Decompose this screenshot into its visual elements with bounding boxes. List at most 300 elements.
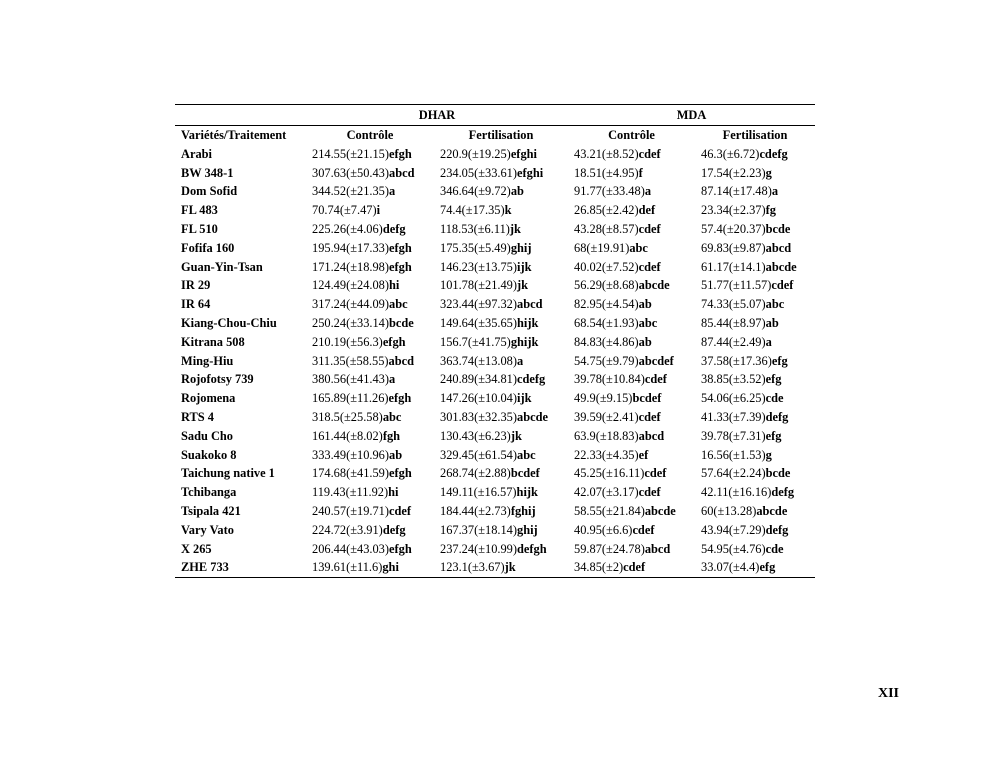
significance-group: abcdef bbox=[638, 353, 674, 368]
cell-dhar-control bbox=[306, 145, 434, 164]
table-row bbox=[175, 182, 815, 201]
cell-dhar-control bbox=[306, 540, 434, 559]
cell-value: 130.43(±6.23) bbox=[440, 428, 511, 443]
column-header-dhar-fertilisation: Fertilisation bbox=[468, 128, 534, 142]
cell-value: 240.89(±34.81) bbox=[440, 372, 518, 387]
table-row bbox=[175, 220, 815, 239]
variety-name: Guan-Yin-Tsan bbox=[181, 259, 263, 274]
cell-mda-fertilisation bbox=[695, 164, 815, 183]
significance-group: ef bbox=[638, 447, 649, 462]
cell-value: 40.95(±6.6) bbox=[574, 522, 633, 537]
significance-group: a bbox=[517, 353, 524, 368]
significance-group: i bbox=[376, 203, 381, 218]
variety-name: Vary Vato bbox=[181, 522, 234, 537]
cell-mda-control bbox=[568, 483, 695, 502]
cell-mda-control bbox=[568, 145, 695, 164]
group-header-dhar: DHAR bbox=[306, 105, 568, 126]
cell-value: 346.64(±9.72) bbox=[440, 184, 511, 199]
cell-mda-fertilisation bbox=[695, 182, 815, 201]
significance-group: f bbox=[638, 165, 643, 180]
cell-mda-control bbox=[568, 389, 695, 408]
cell-value: 43.94(±7.29) bbox=[701, 522, 766, 537]
cell-mda-control bbox=[568, 258, 695, 277]
cell-mda-fertilisation bbox=[695, 314, 815, 333]
significance-group: cdefg bbox=[759, 146, 788, 161]
table-row bbox=[175, 295, 815, 314]
cell-mda-fertilisation bbox=[695, 239, 815, 258]
significance-group: cdef bbox=[638, 221, 661, 236]
cell-dhar-fertilisation bbox=[434, 446, 568, 465]
cell-mda-fertilisation bbox=[695, 464, 815, 483]
cell-value: 37.58(±17.36) bbox=[701, 353, 772, 368]
cell-value: 161.44(±8.02) bbox=[312, 428, 383, 443]
cell-value: 195.94(±17.33) bbox=[312, 240, 390, 255]
significance-group: jk bbox=[510, 428, 522, 443]
cell-value: 68.54(±1.93) bbox=[574, 315, 639, 330]
cell-value: 101.78(±21.49) bbox=[440, 278, 518, 293]
significance-group: efghi bbox=[510, 146, 537, 161]
cell-mda-fertilisation bbox=[695, 295, 815, 314]
significance-group: jk bbox=[517, 278, 529, 293]
cell-value: 165.89(±11.26) bbox=[312, 391, 389, 406]
cell-dhar-fertilisation bbox=[434, 502, 568, 521]
table-row bbox=[175, 464, 815, 483]
significance-group: ghi bbox=[382, 560, 399, 575]
variety-name: Fofifa 160 bbox=[181, 240, 235, 255]
significance-group: bcde bbox=[765, 466, 791, 481]
cell-value: 59.87(±24.78) bbox=[574, 541, 645, 556]
significance-group: hijk bbox=[516, 485, 538, 500]
significance-group: ghij bbox=[510, 240, 532, 255]
cell-value: 91.77(±33.48) bbox=[574, 184, 645, 199]
cell-mda-control bbox=[568, 540, 695, 559]
cell-mda-fertilisation bbox=[695, 389, 815, 408]
cell-value: 214.55(±21.15) bbox=[312, 146, 390, 161]
significance-group: abc bbox=[382, 409, 402, 424]
variety-name: Rojomena bbox=[181, 391, 236, 406]
cell-value: 40.02(±7.52) bbox=[574, 259, 639, 274]
cell-value: 167.37(±18.14) bbox=[440, 522, 518, 537]
cell-dhar-control bbox=[306, 220, 434, 239]
cell-value: 70.74(±7.47) bbox=[312, 203, 377, 218]
cell-dhar-control bbox=[306, 558, 434, 577]
table-row bbox=[175, 258, 815, 277]
significance-group: defg bbox=[765, 409, 789, 424]
cell-value: 118.53(±6.11) bbox=[440, 221, 510, 236]
cell-value: 43.21(±8.52) bbox=[574, 146, 639, 161]
significance-group: hi bbox=[388, 485, 399, 500]
cell-value: 23.34(±2.37) bbox=[701, 203, 766, 218]
cell-mda-control bbox=[568, 370, 695, 389]
cell-dhar-fertilisation bbox=[434, 182, 568, 201]
cell-mda-fertilisation bbox=[695, 558, 815, 577]
significance-group: abcde bbox=[765, 259, 797, 274]
cell-dhar-fertilisation bbox=[434, 558, 568, 577]
cell-value: 119.43(±11.92) bbox=[312, 485, 389, 500]
significance-group: cdef bbox=[771, 278, 794, 293]
significance-group: efgh bbox=[389, 541, 412, 556]
cell-dhar-control bbox=[306, 201, 434, 220]
cell-mda-control bbox=[568, 408, 695, 427]
table-row bbox=[175, 540, 815, 559]
cell-value: 301.83(±32.35) bbox=[440, 409, 518, 424]
cell-mda-fertilisation bbox=[695, 408, 815, 427]
significance-group: cdefg bbox=[517, 372, 546, 387]
variety-name: Tsipala 421 bbox=[181, 503, 241, 518]
cell-value: 26.85(±2.42) bbox=[574, 203, 639, 218]
significance-group: efghi bbox=[517, 165, 544, 180]
table-row bbox=[175, 446, 815, 465]
significance-group: hi bbox=[389, 278, 400, 293]
cell-dhar-control bbox=[306, 333, 434, 352]
significance-group: cdef bbox=[638, 485, 661, 500]
cell-dhar-fertilisation bbox=[434, 540, 568, 559]
cell-dhar-control bbox=[306, 182, 434, 201]
significance-group: ghij bbox=[517, 522, 538, 537]
cell-dhar-fertilisation bbox=[434, 408, 568, 427]
table-row bbox=[175, 164, 815, 183]
cell-mda-control bbox=[568, 521, 695, 540]
cell-value: 317.24(±44.09) bbox=[312, 297, 390, 312]
significance-group: cdef bbox=[644, 372, 667, 387]
cell-value: 85.44(±8.97) bbox=[701, 315, 766, 330]
cell-value: 363.74(±13.08) bbox=[440, 353, 518, 368]
cell-dhar-fertilisation bbox=[434, 521, 568, 540]
column-header-variety: Variétés/Traitement bbox=[181, 128, 287, 142]
cell-dhar-control bbox=[306, 164, 434, 183]
cell-mda-control bbox=[568, 295, 695, 314]
variety-name: ZHE 733 bbox=[175, 558, 306, 577]
cell-mda-fertilisation bbox=[695, 220, 815, 239]
variety-name: Kitrana 508 bbox=[181, 334, 245, 349]
variety-name: Arabi bbox=[181, 146, 212, 161]
variety-name: Ming-Hiu bbox=[181, 353, 234, 368]
cell-value: 46.3(±6.72) bbox=[701, 146, 760, 161]
significance-group: ijk bbox=[517, 259, 532, 274]
significance-group: ab bbox=[638, 334, 652, 349]
column-header-row bbox=[175, 126, 815, 145]
variety-name: RTS 4 bbox=[181, 409, 214, 424]
cell-mda-control bbox=[568, 182, 695, 201]
significance-group: hijk bbox=[517, 315, 539, 330]
column-header-mda-fertilisation: Fertilisation bbox=[722, 128, 788, 142]
significance-group: cdef bbox=[623, 560, 646, 575]
cell-value: 171.24(±18.98) bbox=[312, 259, 390, 274]
cell-value: 17.54(±2.23) bbox=[701, 165, 766, 180]
cell-dhar-control bbox=[306, 483, 434, 502]
cell-mda-fertilisation bbox=[695, 370, 815, 389]
cell-value: 22.33(±4.35) bbox=[574, 447, 639, 462]
cell-value: 250.24(±33.14) bbox=[312, 315, 390, 330]
table-row bbox=[175, 483, 815, 502]
page-number: XII bbox=[878, 686, 900, 701]
cell-value: 210.19(±56.3) bbox=[312, 334, 383, 349]
cell-dhar-control bbox=[306, 446, 434, 465]
significance-group: jk bbox=[504, 560, 516, 575]
significance-group: a bbox=[389, 372, 396, 387]
cell-mda-fertilisation bbox=[695, 201, 815, 220]
cell-value: 74.33(±5.07) bbox=[701, 297, 766, 312]
cell-mda-control bbox=[568, 427, 695, 446]
variety-name: FL 483 bbox=[181, 203, 218, 218]
significance-group: abcd bbox=[389, 165, 415, 180]
variety-name: IR 64 bbox=[181, 297, 211, 312]
significance-group: abcde bbox=[756, 503, 788, 518]
cell-dhar-fertilisation bbox=[434, 295, 568, 314]
cell-mda-control bbox=[568, 239, 695, 258]
significance-group: cde bbox=[765, 391, 784, 406]
cell-dhar-control bbox=[306, 370, 434, 389]
significance-group: fghij bbox=[510, 503, 536, 518]
cell-dhar-control bbox=[306, 295, 434, 314]
significance-group: abcd bbox=[644, 541, 671, 556]
significance-group: cdef bbox=[638, 146, 661, 161]
cell-value: 307.63(±50.43) bbox=[312, 165, 390, 180]
significance-group: cdef bbox=[644, 466, 667, 481]
cell-mda-fertilisation bbox=[695, 540, 815, 559]
cell-dhar-fertilisation bbox=[434, 145, 568, 164]
group-header-mda: MDA bbox=[568, 105, 815, 126]
variety-name: FL 510 bbox=[181, 221, 218, 236]
cell-value: 206.44(±43.03) bbox=[312, 541, 390, 556]
significance-group: g bbox=[765, 447, 772, 462]
cell-dhar-fertilisation bbox=[434, 276, 568, 295]
cell-mda-fertilisation bbox=[695, 333, 815, 352]
cell-value: 220.9(±19.25) bbox=[440, 146, 511, 161]
significance-group: efg bbox=[765, 428, 782, 443]
significance-group: abcd bbox=[517, 297, 543, 312]
table-row bbox=[175, 352, 815, 371]
cell-value: 42.11(±16.16) bbox=[701, 485, 772, 500]
cell-dhar-control bbox=[306, 314, 434, 333]
cell-value: 39.59(±2.41) bbox=[574, 409, 639, 424]
cell-mda-control bbox=[568, 352, 695, 371]
significance-group: efgh bbox=[382, 334, 406, 349]
significance-group: defg bbox=[765, 522, 789, 537]
cell-dhar-fertilisation bbox=[434, 333, 568, 352]
cell-dhar-control bbox=[306, 521, 434, 540]
cell-value: 33.07(±4.4) bbox=[701, 560, 760, 575]
significance-group: fgh bbox=[382, 428, 401, 443]
cell-value: 60(±13.28) bbox=[701, 503, 757, 518]
cell-value: 16.56(±1.53) bbox=[701, 447, 766, 462]
significance-group: ab bbox=[389, 447, 403, 462]
cell-mda-fertilisation bbox=[695, 446, 815, 465]
significance-group: fg bbox=[765, 203, 776, 218]
significance-group: bcde bbox=[765, 221, 791, 236]
significance-group: efg bbox=[771, 353, 788, 368]
cell-value: 84.83(±4.86) bbox=[574, 334, 639, 349]
significance-group: defg bbox=[382, 221, 406, 236]
variety-name: Kiang-Chou-Chiu bbox=[181, 315, 277, 330]
cell-dhar-fertilisation bbox=[434, 220, 568, 239]
significance-group: abcde bbox=[517, 409, 548, 424]
significance-group: k bbox=[504, 203, 512, 218]
cell-value: 344.52(±21.35) bbox=[312, 184, 390, 199]
cell-value: 39.78(±10.84) bbox=[574, 372, 645, 387]
significance-group: a bbox=[389, 184, 396, 199]
cell-value: 43.28(±8.57) bbox=[574, 221, 639, 236]
cell-value: 174.68(±41.59) bbox=[312, 466, 390, 481]
cell-value: 63.9(±18.83) bbox=[574, 428, 639, 443]
cell-dhar-fertilisation bbox=[434, 464, 568, 483]
cell-mda-control bbox=[568, 201, 695, 220]
significance-group: abc bbox=[389, 297, 408, 312]
variety-name: BW 348-1 bbox=[181, 165, 234, 180]
variety-name: Sadu Cho bbox=[181, 428, 234, 443]
significance-group: ab bbox=[510, 184, 524, 199]
significance-group: efgh bbox=[389, 240, 412, 255]
cell-mda-fertilisation bbox=[695, 521, 815, 540]
cell-value: 333.49(±10.96) bbox=[312, 447, 390, 462]
significance-group: efgh bbox=[389, 259, 412, 274]
cell-value: 51.77(±11.57) bbox=[701, 278, 772, 293]
cell-dhar-control bbox=[306, 352, 434, 371]
column-header-dhar-control: Contrôle bbox=[346, 128, 394, 142]
significance-group: ab bbox=[638, 297, 652, 312]
column-header-mda-control: Contrôle bbox=[608, 128, 655, 142]
cell-value: 318.5(±25.58) bbox=[312, 409, 383, 424]
cell-dhar-control bbox=[306, 276, 434, 295]
significance-group: ghijk bbox=[510, 334, 539, 349]
cell-dhar-control bbox=[306, 502, 434, 521]
significance-group: defg bbox=[382, 522, 406, 537]
cell-value: 156.7(±41.75) bbox=[440, 334, 511, 349]
cell-value: 49.9(±9.15) bbox=[574, 391, 633, 406]
cell-value: 61.17(±14.1) bbox=[701, 259, 766, 274]
significance-group: bcdef bbox=[510, 466, 540, 481]
significance-group: abcde bbox=[638, 278, 670, 293]
variety-name: Dom Sofid bbox=[181, 184, 238, 199]
significance-group: a bbox=[771, 184, 779, 199]
significance-group: jk bbox=[509, 221, 521, 236]
cell-dhar-fertilisation bbox=[434, 352, 568, 371]
table-row bbox=[175, 314, 815, 333]
table-row bbox=[175, 370, 815, 389]
cell-value: 69.83(±9.87) bbox=[701, 240, 766, 255]
significance-group: bcde bbox=[389, 315, 414, 330]
cell-dhar-control bbox=[306, 408, 434, 427]
cell-value: 74.4(±17.35) bbox=[440, 203, 505, 218]
cell-value: 329.45(±61.54) bbox=[440, 447, 518, 462]
group-header-row bbox=[175, 105, 815, 126]
cell-dhar-fertilisation bbox=[434, 258, 568, 277]
cell-mda-fertilisation bbox=[695, 352, 815, 371]
table-row bbox=[175, 333, 815, 352]
cell-dhar-fertilisation bbox=[434, 370, 568, 389]
cell-value: 38.85(±3.52) bbox=[701, 372, 766, 387]
table-row bbox=[175, 502, 815, 521]
cell-value: 54.95(±4.76) bbox=[701, 541, 766, 556]
cell-value: 149.64(±35.65) bbox=[440, 315, 518, 330]
significance-group: abcd bbox=[638, 428, 665, 443]
cell-value: 56.29(±8.68) bbox=[574, 278, 639, 293]
table-row bbox=[175, 239, 815, 258]
cell-dhar-control bbox=[306, 427, 434, 446]
cell-value: 54.75(±9.79) bbox=[574, 353, 639, 368]
cell-value: 54.06(±6.25) bbox=[701, 391, 766, 406]
significance-group: abcd bbox=[765, 240, 792, 255]
significance-group: abcd bbox=[388, 353, 415, 368]
significance-group: efgh bbox=[389, 466, 412, 481]
cell-mda-control bbox=[568, 446, 695, 465]
significance-group: abc bbox=[629, 240, 648, 255]
significance-group: cdef bbox=[632, 522, 655, 537]
significance-group: cde bbox=[765, 541, 784, 556]
cell-dhar-control bbox=[306, 464, 434, 483]
significance-group: a bbox=[644, 184, 652, 199]
cell-dhar-control bbox=[306, 258, 434, 277]
cell-mda-fertilisation bbox=[695, 427, 815, 446]
table-row bbox=[175, 558, 815, 577]
cell-value: 87.14(±17.48) bbox=[701, 184, 772, 199]
cell-value: 39.78(±7.31) bbox=[701, 428, 766, 443]
cell-dhar-fertilisation bbox=[434, 314, 568, 333]
table-body bbox=[175, 145, 815, 578]
variety-name: Taichung native 1 bbox=[181, 466, 275, 481]
cell-mda-fertilisation bbox=[695, 502, 815, 521]
cell-value: 34.85(±2) bbox=[574, 560, 624, 575]
cell-dhar-fertilisation bbox=[434, 164, 568, 183]
cell-dhar-control bbox=[306, 389, 434, 408]
cell-value: 124.49(±24.08) bbox=[312, 278, 390, 293]
cell-value: 224.72(±3.91) bbox=[312, 522, 383, 537]
significance-group: cdef bbox=[638, 259, 661, 274]
cell-dhar-fertilisation bbox=[434, 427, 568, 446]
cell-value: 323.44(±97.32) bbox=[440, 297, 518, 312]
cell-mda-control bbox=[568, 164, 695, 183]
cell-value: 18.51(±4.95) bbox=[574, 165, 639, 180]
cell-value: 82.95(±4.54) bbox=[574, 297, 639, 312]
significance-group: efg bbox=[765, 372, 782, 387]
cell-value: 58.55(±21.84) bbox=[574, 503, 645, 518]
cell-mda-fertilisation bbox=[695, 145, 815, 164]
cell-value: 240.57(±19.71) bbox=[312, 503, 390, 518]
significance-group: efgh bbox=[388, 391, 412, 406]
cell-dhar-fertilisation bbox=[434, 239, 568, 258]
variety-name: Tchibanga bbox=[181, 485, 237, 500]
cell-value: 175.35(±5.49) bbox=[440, 240, 511, 255]
variety-name: IR 29 bbox=[181, 278, 211, 293]
cell-mda-control bbox=[568, 276, 695, 295]
cell-dhar-fertilisation bbox=[434, 389, 568, 408]
cell-mda-fertilisation bbox=[695, 258, 815, 277]
group-header-blank bbox=[175, 105, 306, 126]
cell-value: 146.23(±13.75) bbox=[440, 259, 518, 274]
cell-mda-control bbox=[568, 464, 695, 483]
cell-value: 268.74(±2.88) bbox=[440, 466, 511, 481]
cell-value: 123.1(±3.67) bbox=[440, 560, 505, 575]
data-table bbox=[175, 104, 815, 578]
cell-value: 139.61(±11.6) bbox=[312, 560, 383, 575]
table-row bbox=[175, 408, 815, 427]
significance-group: abc bbox=[638, 315, 658, 330]
cell-mda-control bbox=[568, 220, 695, 239]
significance-group: efgh bbox=[389, 146, 412, 161]
significance-group: abc bbox=[765, 297, 785, 312]
cell-value: 87.44(±2.49) bbox=[701, 334, 766, 349]
significance-group: ijk bbox=[517, 391, 532, 406]
significance-group: a bbox=[765, 334, 772, 349]
cell-value: 147.26(±10.04) bbox=[440, 391, 518, 406]
cell-mda-control bbox=[568, 314, 695, 333]
significance-group: efg bbox=[759, 560, 776, 575]
cell-value: 184.44(±2.73) bbox=[440, 503, 511, 518]
significance-group: def bbox=[638, 203, 656, 218]
cell-value: 234.05(±33.61) bbox=[440, 165, 518, 180]
cell-mda-control bbox=[568, 502, 695, 521]
cell-value: 149.11(±16.57) bbox=[440, 485, 517, 500]
